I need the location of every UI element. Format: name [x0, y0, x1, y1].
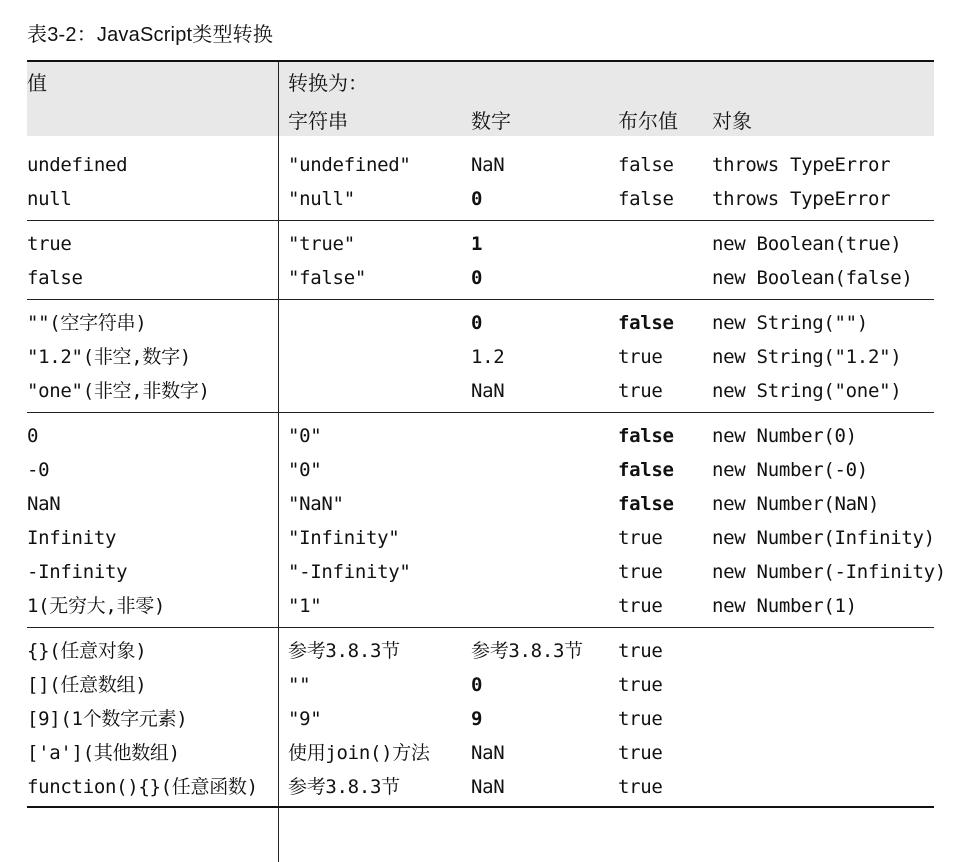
cell-number: NaN — [471, 742, 505, 764]
table-row — [27, 306, 934, 340]
cell-boolean: true — [618, 595, 663, 617]
cell-value: 1(无穷大,非零) — [27, 595, 166, 617]
cell-string: 参考3.8.3节 — [288, 640, 400, 662]
cell-object: new Number(Infinity) — [712, 527, 935, 549]
cell-string: "9" — [288, 708, 322, 730]
cell-value: [9](1个数字元素) — [27, 708, 188, 730]
cell-string: "NaN" — [288, 493, 344, 515]
table-group — [27, 413, 946, 628]
cell-value: function(){}(任意函数) — [27, 776, 258, 798]
table-row — [27, 419, 934, 453]
cell-number: 9 — [471, 708, 483, 730]
cell-boolean: true — [618, 561, 663, 583]
cell-boolean: true — [618, 640, 663, 662]
cell-string: "-Infinity" — [288, 561, 411, 583]
table-row — [27, 668, 934, 702]
table-row — [27, 374, 934, 408]
cell-value: 0 — [27, 425, 39, 447]
cell-boolean: true — [618, 742, 663, 764]
cell-value: ['a'](其他数组) — [27, 742, 180, 764]
cell-object: new String("") — [712, 312, 868, 334]
cell-value: true — [27, 233, 72, 255]
cell-object: new String("1.2") — [712, 346, 902, 368]
cell-value: false — [27, 267, 83, 289]
cell-object: new Boolean(false) — [712, 267, 913, 289]
table-group — [27, 148, 934, 221]
cell-object: new Number(1) — [712, 595, 857, 617]
cell-number: 1.2 — [471, 346, 505, 368]
cell-object: new Number(-0) — [712, 459, 868, 481]
cell-object: new Number(NaN) — [712, 493, 880, 515]
cell-boolean: true — [618, 346, 663, 368]
cell-string: "false" — [288, 267, 366, 289]
cell-number: 0 — [471, 312, 483, 334]
cell-boolean: false — [618, 493, 674, 515]
cell-number: NaN — [471, 776, 505, 798]
cell-object: new String("one") — [712, 380, 902, 402]
table-row — [27, 182, 934, 216]
table-row — [27, 736, 934, 770]
table-row — [27, 453, 934, 487]
table-row — [27, 487, 934, 521]
cell-value: NaN — [27, 493, 61, 515]
cell-boolean: true — [618, 708, 663, 730]
cell-string: "0" — [288, 425, 322, 447]
table-caption: 表3-2：JavaScript类型转换 — [27, 24, 274, 46]
cell-object: new Boolean(true) — [712, 233, 902, 255]
cell-boolean: false — [618, 154, 674, 176]
table-row — [27, 634, 934, 668]
table-row — [27, 148, 934, 182]
table-row — [27, 770, 934, 804]
cell-string: "undefined" — [288, 154, 411, 176]
cell-value: [](任意数组) — [27, 674, 147, 696]
cell-boolean: true — [618, 776, 663, 798]
table-row — [27, 261, 934, 295]
header-number-label: 数字 — [471, 109, 511, 133]
table-row — [27, 340, 934, 374]
cell-string: "Infinity" — [288, 527, 400, 549]
cell-value: {}(任意对象) — [27, 640, 147, 662]
cell-value: -Infinity — [27, 561, 128, 583]
cell-string: "" — [288, 674, 311, 696]
cell-boolean: false — [618, 188, 674, 210]
table-row — [27, 555, 946, 589]
cell-string: 使用join()方法 — [288, 742, 430, 764]
cell-value: "1.2"(非空,数字) — [27, 346, 191, 368]
cell-string: "true" — [288, 233, 355, 255]
cell-value: -0 — [27, 459, 50, 481]
cell-boolean: false — [618, 425, 674, 447]
cell-number: 0 — [471, 188, 483, 210]
cell-string: "1" — [288, 595, 322, 617]
table-header — [27, 62, 934, 136]
table-group — [27, 300, 934, 413]
cell-number: NaN — [471, 154, 505, 176]
cell-boolean: false — [618, 459, 674, 481]
cell-value: ""(空字符串) — [27, 312, 147, 334]
table-row — [27, 521, 934, 555]
header-column-divider — [278, 62, 279, 136]
cell-boolean: true — [618, 380, 663, 402]
table-body — [27, 136, 946, 862]
cell-value: Infinity — [27, 527, 117, 549]
cell-object: throws TypeError — [712, 188, 891, 210]
cell-string: "0" — [288, 459, 322, 481]
cell-boolean: true — [618, 527, 663, 549]
header-value-label: 值 — [27, 71, 47, 95]
cell-object: new Number(0) — [712, 425, 857, 447]
cell-number: NaN — [471, 380, 505, 402]
table-row — [27, 589, 934, 623]
cell-value: undefined — [27, 154, 128, 176]
cell-object: throws TypeError — [712, 154, 891, 176]
cell-object: new Number(-Infinity) — [712, 561, 946, 583]
cell-number: 0 — [471, 674, 483, 696]
conversion-table — [27, 60, 946, 862]
table-group — [27, 628, 934, 808]
cell-number: 0 — [471, 267, 483, 289]
cell-string: 参考3.8.3节 — [288, 776, 400, 798]
table-row — [27, 702, 934, 736]
cell-number: 参考3.8.3节 — [471, 640, 583, 662]
cell-value: "one"(非空,非数字) — [27, 380, 210, 402]
cell-string: "null" — [288, 188, 355, 210]
table-group — [27, 221, 934, 300]
header-object-label: 对象 — [712, 109, 752, 133]
cell-number: 1 — [471, 233, 483, 255]
cell-boolean: true — [618, 674, 663, 696]
header-string-label: 字符串 — [288, 109, 348, 133]
header-boolean-label: 布尔值 — [618, 109, 678, 133]
header-convert-to-label: 转换为： — [288, 71, 368, 95]
table-row — [27, 227, 934, 261]
cell-boolean: false — [618, 312, 674, 334]
cell-value: null — [27, 188, 72, 210]
